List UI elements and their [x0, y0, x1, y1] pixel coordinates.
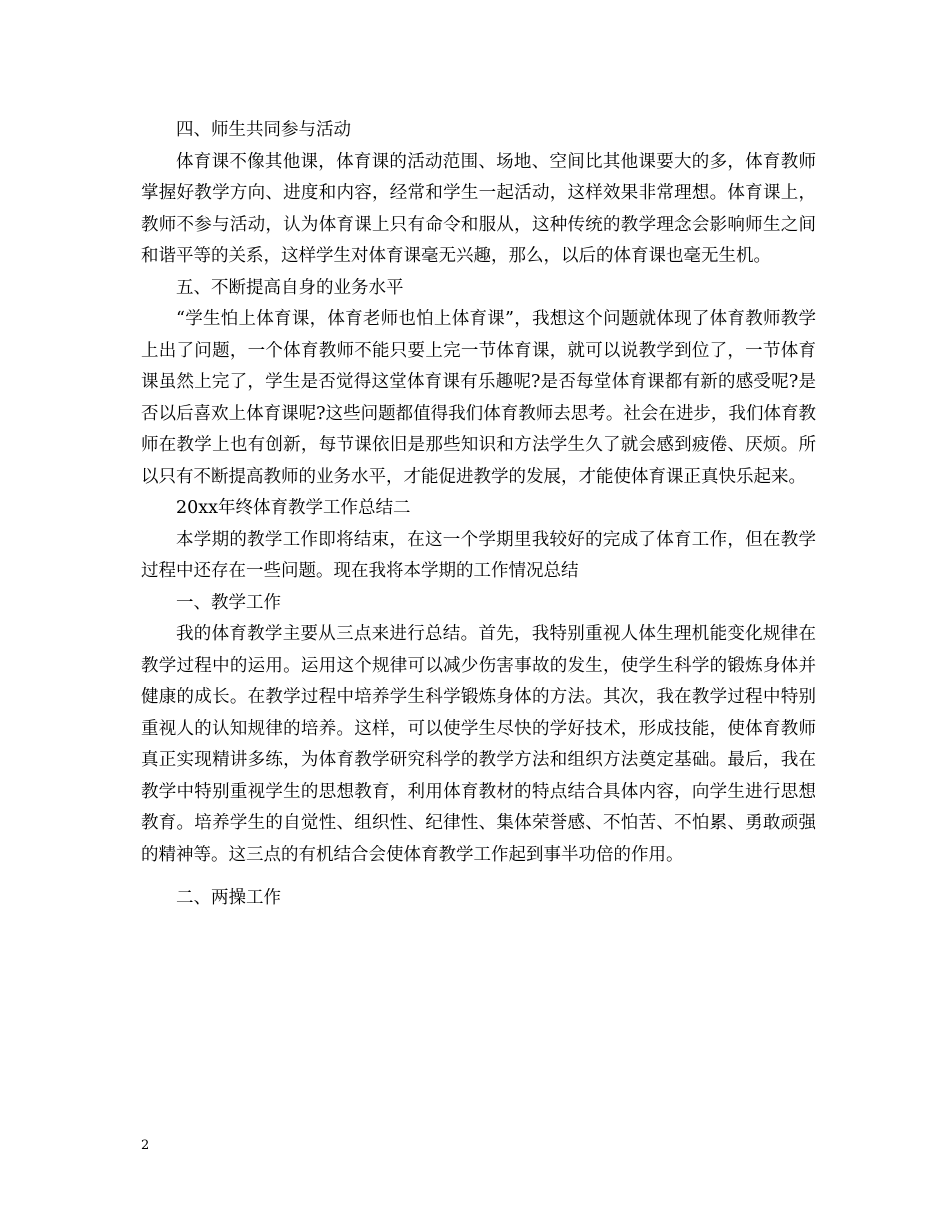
paragraph-professional-level: “学生怕上体育课，体育老师也怕上体育课”，我想这个问题就体现了体育教师教学上出了问题，一个体育教师不能只要上完一节体育课，就可以说教学到位了，一节体育课虽然上完了，学生是否觉得这堂体育课有乐趣呢?是否每堂体育课都有新的感受呢?是否以后喜欢上体育课呢?这些问题都值得我们体育教师去思考。社会在进步，我们体育教师在教学上也有创新，每节课依旧是那些知识和方法学生久了就会感到疲倦、厌烦。所以只有不断提高教师的业务水平，才能促进教学的发展，才能使体育课正真快乐起来。	[141, 309, 816, 487]
page-number: 2	[141, 1138, 150, 1153]
paragraph-introduction: 本学期的教学工作即将结束，在这一个学期里我较好的完成了体育工作，但在教学过程中还存在一些问题。现在我将本学期的工作情况总结	[141, 529, 816, 581]
section-heading-exercises: 二、两操工作	[176, 888, 281, 908]
document-subtitle: 20xx年终体育教学工作总结二	[176, 498, 411, 518]
section-heading-teaching-work: 一、教学工作	[176, 592, 281, 613]
paragraph-joint-activities: 体育课不像其他课，体育课的活动范围、场地、空间比其他课要大的多，体育教师掌握好教学方向、进度和内容，经常和学生一起活动，这样效果非常理想。体育课上，教师不参与活动，认为体育课上只有命令和服从，这种传统的教学理念会影响师生之间和谐平等的关系，这样学生对体育课毫无兴趣，那么，以后的体育课也毫无生机。	[141, 151, 816, 266]
section-heading-professional-level: 五、不断提高自身的业务水平	[176, 277, 404, 298]
section-heading-joint-activities: 四、师生共同参与活动	[176, 120, 351, 140]
document-body	[141, 115, 816, 915]
paragraph-teaching-work: 我的体育教学主要从三点来进行总结。首先，我特别重视人体生理机能变化规律在教学过程中的运用。运用这个规律可以减少伤害事故的发生，使学生科学的锻炼身体并健康的成长。在教学过程中培养学生科学锻炼身体的方法。其次，我在教学过程中特别重视人的认知规律的培养。这样，可以使学生尽快的学好技术，形成技能，使体育教师真正实现精讲多练，为体育教学研究科学的教学方法和组织方法奠定基础。最后，我在教学中特别重视学生的思想教育，利用体育教材的特点结合具体内容，向学生进行思想教育。培养学生的自觉性、组织性、纪律性、集体荣誉感、不怕苦、不怕累、勇敢顽强的精神等。这三点的有机结合会使体育教学工作起到事半功倍的作用。	[141, 624, 816, 865]
